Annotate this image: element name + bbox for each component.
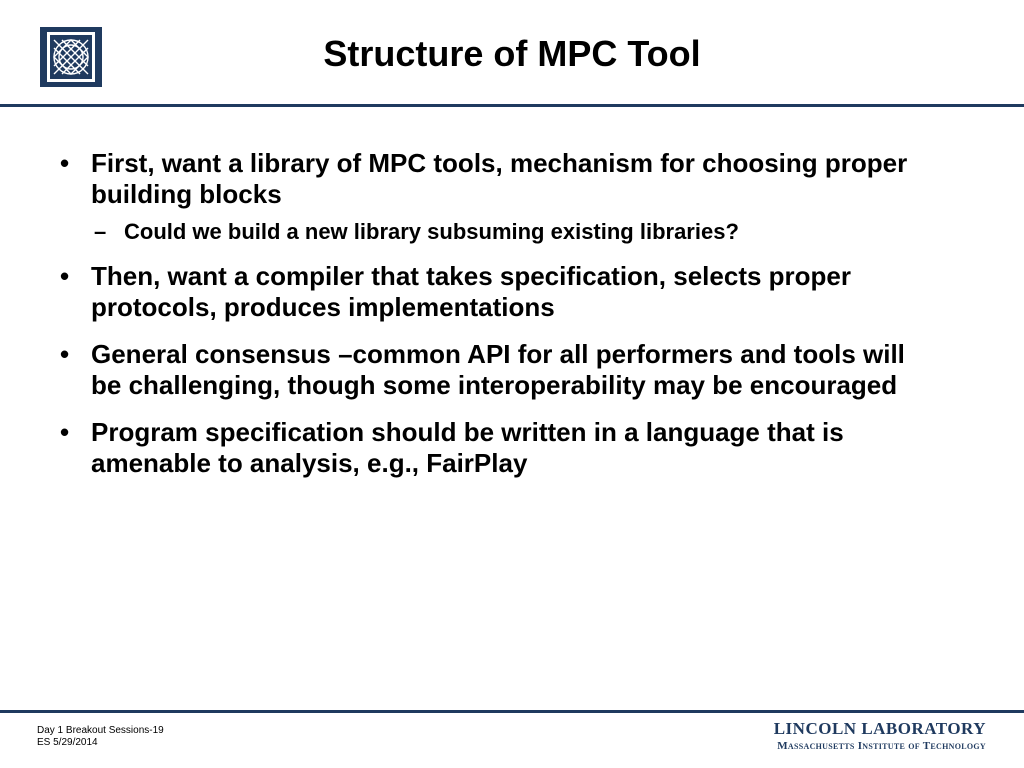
footer-info (37, 725, 164, 749)
bullet-item (60, 148, 940, 245)
institute-name: Massachusetts Institute of Technology (777, 740, 986, 752)
lab-name: LINCOLN LABORATORY (773, 719, 986, 738)
bullet-marker: • (60, 339, 70, 369)
bullet-marker: • (60, 261, 70, 291)
bullet-item (60, 417, 940, 479)
lab-wordmark (774, 719, 986, 753)
bullet-text: First, want a library of MPC tools, mechanism for choosing proper building blocks (91, 148, 908, 209)
bullet-text: General consensus –common API for all performers and tools will be challenging, though some interoperability may be encouraged (91, 339, 905, 400)
dash-marker: – (94, 219, 107, 244)
footer-divider (0, 710, 1024, 713)
date-label: ES 5/29/2014 (37, 737, 98, 748)
bullet-list (60, 148, 940, 495)
slide-title: Structure of MPC Tool (323, 33, 701, 74)
sub-bullet-item (91, 218, 940, 245)
bullet-item (60, 261, 940, 323)
header-divider (0, 104, 1024, 107)
session-label: Day 1 Breakout Sessions-19 (37, 725, 164, 736)
bullet-text: Program specification should be written in a language that is amenable to analysis, e.g., FairPlay (91, 417, 844, 478)
bullet-marker: • (60, 148, 70, 178)
bullet-text: Then, want a compiler that takes specification, selects proper protocols, produces implementations (91, 261, 852, 322)
sub-bullet-list (91, 218, 940, 245)
sub-bullet-text: Could we build a new library subsuming existing libraries? (124, 219, 739, 244)
bullet-marker: • (60, 417, 70, 447)
bullet-item (60, 339, 940, 401)
